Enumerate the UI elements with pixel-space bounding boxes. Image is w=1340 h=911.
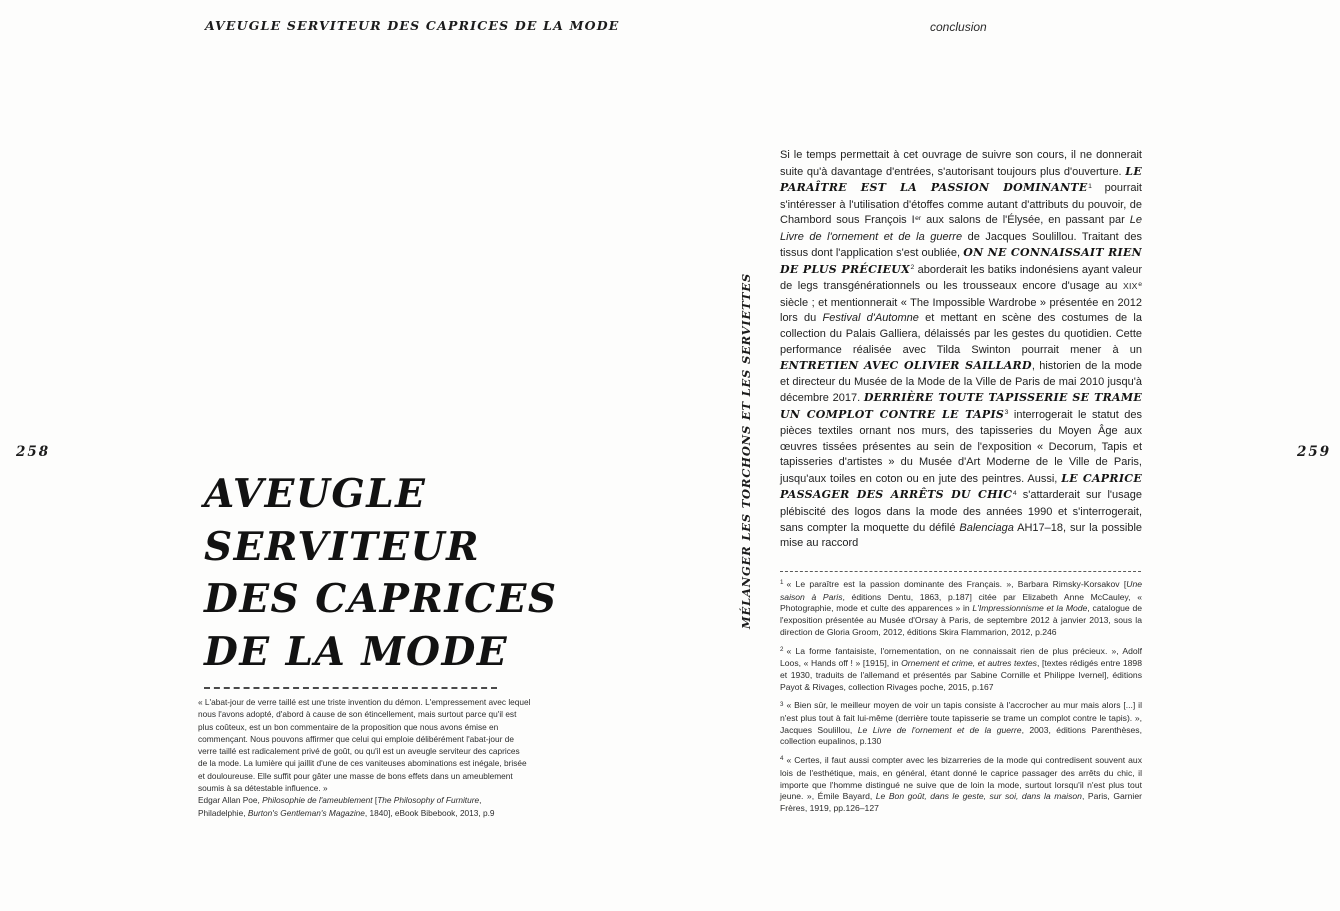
footnote-number: 4 xyxy=(780,755,784,763)
chapter-title xyxy=(204,468,558,678)
chapter-title-line: SERVITEUR xyxy=(204,523,481,570)
footnote-text: « La forme fantaisiste, l'ornementation, on ne connaissait rien de plus précieux. », Adolf Loos, « Hands off ! » [1915], in Ornement et crime, et autres textes, [textes rédigés entre 1898 et 1930, traduits de l'allemand et présentés par Sabine Cornille et Philippe Ivernel], éditions Payot & Rivages, collection Rivages poche, 2015, p.167 xyxy=(780,645,1142,692)
running-head-left: AVEUGLE SERVITEUR DES CAPRICES DE LA MODE xyxy=(205,18,620,33)
page-number-right: 259 xyxy=(1297,444,1332,460)
title-dashed-rule xyxy=(204,687,497,689)
footnote-number: 3 xyxy=(780,700,784,708)
running-head-right: conclusion xyxy=(930,20,987,34)
page-number-left: 258 xyxy=(16,444,51,460)
footnote-text: « Bien sûr, le meilleur moyen de voir un tapis consiste à l'accrocher au mur mais alors [...] il n'est plus tout à fait lui-même (derrière toute tapisserie se trame un complot contre le tapis). », Jacques Soulillou, Le Livre de l'ornement et de la guerre, 2003, éditions Parenthèses, collection eupalinos, p.130 xyxy=(780,700,1142,747)
footnote-item xyxy=(780,646,1142,694)
chapter-title-line: DES CAPRICES xyxy=(204,576,558,622)
footnote-text: « Le paraître est la passion dominante des Français. », Barbara Rimsky-Korsakov [Une saison à Paris, éditions Dentu, 1863, p.187] citée par Elizabeth Anne McCauley, « Photographie, mode et culte des apparences » in L'Impressionnisme et la Mode, catalogue de l'exposition présentée au Musée d'Orsay à Paris, de septembre 2012 à janvier 2013, sous la direction de Gloria Groom, 2012, éditions Skira Flammarion, 2012, p.246 xyxy=(780,579,1143,637)
footnote-item xyxy=(780,755,1142,815)
footnote-number: 2 xyxy=(780,645,784,653)
footnote-number: 1 xyxy=(780,579,784,587)
footnote-item xyxy=(780,700,1142,748)
vertical-section-title: MÉLANGER LES TORCHONS ET LES SERVIETTES xyxy=(739,272,753,630)
footnote-text: « Certes, il faut aussi compter avec les bizarreries de la mode qui contredisent souvent aux lois de l'esthétique, mais, en général, étant donné le caprice passager des arrêts du chic, il importe que l'homme distingué ne suive que de loin la mode, surtout lorsqu'il n'est plus tout jeune. », Émile Bayard, Le Bon goût, dans le geste, sur soi, dans la maison, Paris, Garnier Frères, 1919, pp.126–127 xyxy=(780,755,1142,813)
body-text: Si le temps permettait à cet ouvrage de suivre son cours, il ne donnerait suite qu'à davantage d'entrées, s'autorisant toujours plus d'ouverture. LE PARAÎTRE EST LA PASSION DOMINANTE$^1$ pourrait s'intéresser à l'utilisation d'étoffes comme autant d'attributs du pouvoir, de Chambord sous François Ier aux salons de l'Élysée, en passant par Le Livre de l'ornement et de la guerre de Jacques Soulillou. Traitant des tissus dont l'application s'est oubliée, ON NE CONNAISSAIT RIEN DE PLUS PRÉCIEUX$^2$ aborderait les batiks indonésiens ayant valeur de legs transgénérationnels ou les trousseaux encore d'usage au XIXe siècle ; et mentionnerait « The Impossible Wardrobe » présentée en 2012 lors du Festival d'Automne et mettant en scène des costumes de la collection du Palais Galliera, délaissés par les gestes du quotidien. Cette performance réalisée avec Tilda Swinton pourrait mener à un ENTRETIEN AVEC OLIVIER SAILLARD, historien de la mode et directeur du Musée de la Mode de la Ville de Paris de mai 2010 jusqu'à décembre 2017. DERRIÈRE TOUTE TAPISSERIE SE TRAME UN COMPLOT CONTRE LE TAPIS$^3$ interrogerait le statut des pièces textiles ornant nos murs, des tapisseries du Moyen Âge aux œuvres tissées présentes au sein de l'exposition « Decorum, Tapis et tapisseries d'artistes » du Musée d'Art Moderne de le Ville de Paris, jusqu'aux toiles en coton ou en jute des peintres. Aussi, LE CAPRICE PASSAGER DES ARRÊTS DU CHIC$^4$ s'attarderait sur l'usage plébiscité des logos dans la mode des années 1990 et s'interrogerait, sans compter la moquette du défilé Balenciaga AH17–18, sur la possible mise au raccord xyxy=(780,149,1143,550)
chapter-title-line: DE LA MODE xyxy=(204,628,509,675)
chapter-title-line: AVEUGLE xyxy=(204,471,427,517)
epigraph-quote: « L'abat-jour de verre taillé est une triste invention du démon. L'empressement avec lequel nous l'avons adopté, d'abord à cause de son étincellement, mais surtout parce qu'il est plus coûteux, est un bon commentaire de la proposition que nous avons émise en commençant. Nous pouvons affirmer que celui qui emploie délibérément l'abat-jour de verre taillé est radicalement privé de goût, ou qu'il est un aveugle serviteur des caprices de la mode. La lumière qui jaillit d'une de ces vaniteuses abominations est inégale, brisée et douloureuse. Elle suffit pour gâter une masse de bons effets dans un ameublement soumis à sa détestable influence. » Edgar Allan Poe, Philosophie de l'ameublement [The Philosophy of Furniture, Philadelphie, Burton's Gentleman's Magazine, 1840], eBook Bibebook, 2013, p.9 xyxy=(198,697,531,818)
footnote-item xyxy=(780,579,1142,639)
footnotes-list xyxy=(780,579,1142,822)
footnote-dashed-rule xyxy=(780,571,1141,572)
